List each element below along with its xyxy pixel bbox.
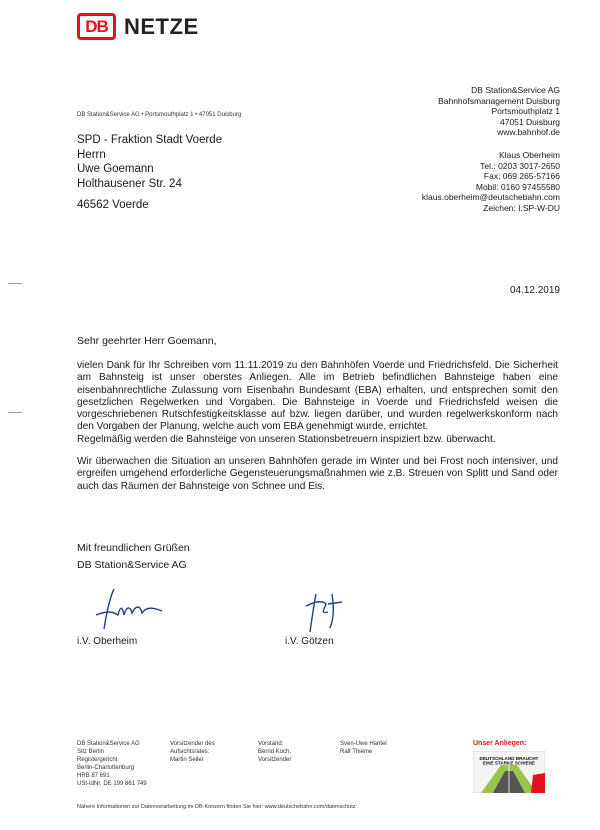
sender-return-address: DB Station&Service AG • Portsmouthplatz 1 • 47051 Duisburg: [77, 112, 242, 118]
signatory-name: i.V. Götzen: [285, 636, 334, 647]
footer-line: Ralf Thieme: [340, 749, 373, 755]
letter-body: [77, 360, 558, 503]
footer-line: Sitz Berlin: [77, 749, 105, 755]
footer-line: DB Station&Service AG: [77, 741, 140, 747]
body-paragraph: Regelmäßig werden die Bahnsteige von unseren Stationsbetreuern inspiziert bzw. überwacht.: [77, 433, 496, 445]
privacy-note: Nähere Informationen zur Datenverarbeitung im DB-Konzern finden Sie hier: www.deutschebahn.com/datenschutz: [77, 804, 356, 810]
letter-date: 04.12.2019: [509, 285, 560, 296]
sender-website: www.bahnhof.de: [497, 127, 560, 137]
campaign-text: EINE STARKE SCHIENE: [482, 760, 536, 766]
sender-company-line: 47051 Duisburg: [499, 116, 560, 127]
recipient-address: [77, 133, 222, 191]
recipient-line: Holthausener Str. 24: [77, 177, 182, 190]
fold-mark: [8, 412, 22, 413]
strong-rail-campaign-logo: [473, 751, 545, 793]
recipient-line: SPD - Fraktion Stadt Voerde: [77, 134, 223, 146]
recipient-city: 46562 Voerde: [77, 199, 149, 211]
footer-line: Aufsichtsrates:: [170, 749, 210, 755]
fold-mark: [8, 283, 22, 284]
db-netze-logo: [77, 13, 199, 40]
contact-email: klaus.oberheim@deutschebahn.com: [421, 192, 560, 202]
footer-line: Vorstand:: [258, 741, 284, 747]
footer-line: Berlin-Charlottenburg: [77, 765, 135, 771]
footer-line: Vorsitzender: [258, 757, 292, 763]
footer-board-members: [340, 740, 387, 756]
db-logo-mark: DB: [77, 13, 116, 40]
salutation: Sehr geehrter Herr Goemann,: [77, 335, 217, 347]
footer-line: USt-IdNr. DE 199 861 749: [77, 781, 147, 787]
campaign-text: DEUTSCHLAND BRAUCHT: [479, 756, 539, 761]
signature-goetzen: [300, 588, 360, 638]
contact-name: Klaus Oberheim: [499, 150, 560, 160]
footer-line: Registergericht: [77, 757, 118, 763]
footer-board-chair: [170, 740, 215, 764]
footer-board: [258, 740, 291, 764]
closing-company: DB Station&Service AG: [77, 559, 187, 571]
sender-company-line: DB Station&Service AG: [471, 85, 560, 95]
logo-name: NETZE: [124, 13, 199, 39]
footer-line: Sven-Uwe Hantel: [340, 741, 387, 747]
recipient-line: Uwe Goemann: [77, 163, 154, 175]
sender-company-line: Bahnhofsmanagement Duisburg: [438, 95, 560, 106]
footer-line: Vorsitzender des: [170, 741, 215, 747]
sender-company-block: [438, 85, 560, 138]
contact-phone: Tel.: 0203 3017-2650: [480, 160, 560, 171]
signatory-name: i.V. Oberheim: [77, 636, 138, 647]
signature-oberheim: [92, 585, 172, 635]
anliegen-title: Unser Anliegen:: [473, 740, 527, 747]
footer-line: Martin Seiler: [170, 757, 204, 763]
footer-company-info: [77, 740, 147, 788]
contact-fax: Fax: 069 265-57166: [483, 171, 560, 181]
sender-company-line: Portsmouthplatz 1: [491, 106, 560, 116]
footer-line: Bernd Koch,: [258, 749, 292, 755]
footer-line: HRB 87 691: [77, 773, 110, 779]
sender-contact-block: [422, 150, 560, 213]
reference-code: Zeichen: I.SP-W-DU: [483, 202, 560, 213]
body-paragraph: Wir überwachen die Situation an unseren Bahnhöfen gerade im Winter und bei Frost noch intensiver, und ergreifen umgehend erforderliche Gegensteuerungsmaßnahmen wie z.B. Streuen von Splitt und Sand oder auch das Räumen der Bahnsteige von Schnee und Eis.: [77, 456, 558, 492]
closing: [77, 540, 190, 574]
contact-mobile: Mobil: 0160 97455580: [475, 181, 560, 192]
body-paragraph: vielen Dank für Ihr Schreiben vom 11.11.2019 zu den Bahnhöfen Voerde und Friedrichsfeld. Die Sicherheit am Bahnsteig ist unser oberstes Anliegen. Alle im Betrieb befindlichen Bahnsteige haben eine eisenbahnrechtliche Zulassung vom Eisenbahn Bundesamt (EBA) erhalten, und entsprechen somit den gesetzlichen Regelwerken und Vorgaben. Die Bahnsteige in Voerde und Friedrichsfeld weisen die vorgeschriebenen Rutschfestigkeitsklasse auf bzw. liegen darüber, und wurden regelwerkskonform nach den Vorgaben der Planung, welche auch vom EBA genehmigt wurde, errichtet.: [77, 360, 558, 433]
closing-line: Mit freundlichen Grüßen: [77, 542, 190, 554]
recipient-line: Herrn: [77, 148, 106, 161]
